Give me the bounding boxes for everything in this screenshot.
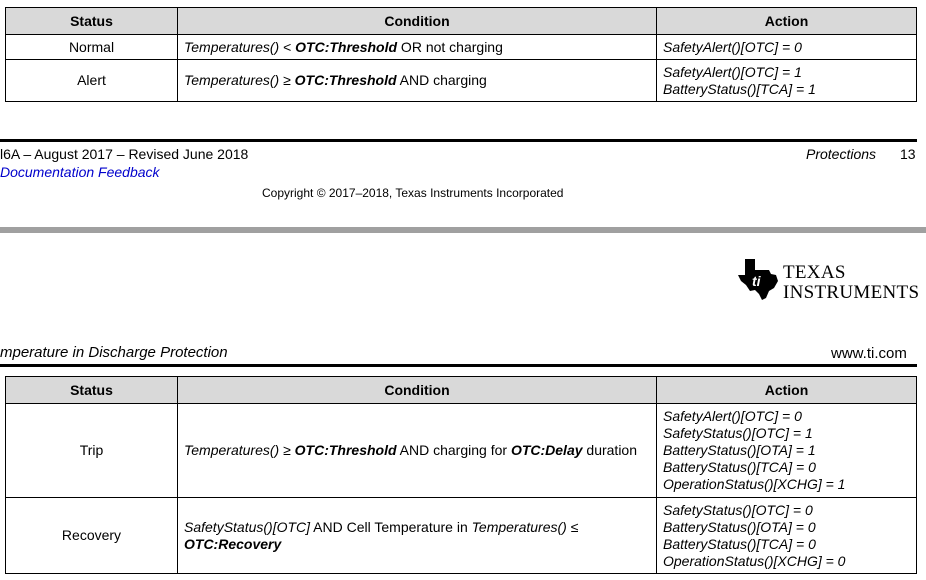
action-line: BatteryStatus()[TCA] = 1 — [663, 80, 816, 97]
status-cell: Recovery — [6, 498, 178, 574]
action-line: BatteryStatus()[OTA] = 0 — [663, 518, 816, 535]
action-line: SafetyAlert()[OTC] = 1 — [663, 63, 802, 80]
condition-segment: SafetyStatus()[OTC] — [184, 518, 311, 535]
condition-cell — [178, 35, 657, 60]
action-line: SafetyAlert()[OTC] = 0 — [663, 408, 802, 424]
documentation-feedback-link[interactable]: Documentation Feedback — [0, 164, 160, 180]
condition-segment: ≥ — [279, 442, 295, 458]
header-action: Action — [657, 8, 917, 35]
condition-segment: ≥ — [279, 72, 295, 88]
header-status: Status — [6, 8, 178, 35]
header-condition: Condition — [178, 8, 657, 35]
condition-segment: Temperatures() — [184, 442, 280, 458]
action-cell — [657, 35, 917, 60]
condition-segment: OTC:Delay — [510, 442, 583, 458]
condition-segment: OTC:Threshold — [294, 72, 397, 88]
header-status: Status — [6, 377, 178, 404]
header-rule — [0, 364, 917, 367]
action-line: SafetyAlert()[OTC] = 0 — [663, 38, 802, 55]
top-table — [5, 7, 917, 102]
action-cell — [657, 60, 917, 102]
status-cell: Normal — [6, 35, 178, 60]
action-cell — [657, 404, 917, 498]
condition-segment: OTC:Recovery — [184, 535, 282, 552]
condition-segment: duration — [582, 442, 637, 458]
action-line: SafetyStatus()[OTC] = 0 — [663, 501, 813, 518]
condition-segment: OR not charging — [397, 38, 503, 55]
action-line: BatteryStatus()[TCA] = 0 — [663, 459, 816, 475]
logo-line2: INSTRUMENTS — [783, 282, 920, 303]
condition-segment: < — [279, 38, 296, 55]
table-header-row — [6, 377, 917, 404]
condition-segment: Temperatures() — [184, 72, 280, 88]
footer-section-name: Protections — [806, 146, 877, 162]
condition-cell — [178, 404, 657, 498]
status-cell: Alert — [6, 60, 178, 102]
doc-revision: l6A – August 2017 – Revised June 2018 — [0, 146, 249, 162]
table-header-row — [6, 8, 917, 35]
bottom-table — [5, 376, 917, 574]
header-action: Action — [657, 377, 917, 404]
table-row — [6, 404, 917, 498]
status-cell: Trip — [6, 404, 178, 498]
ti-logo — [736, 257, 920, 303]
condition-segment: Temperatures() — [184, 38, 280, 55]
condition-segment: Temperatures() — [471, 518, 567, 535]
footer-rule — [0, 139, 917, 142]
condition-segment: AND charging for — [396, 442, 511, 458]
svg-text:ti: ti — [752, 273, 761, 289]
texas-state-icon — [736, 257, 780, 301]
condition-segment: OTC:Threshold — [295, 38, 398, 55]
action-line: BatteryStatus()[OTA] = 1 — [663, 442, 816, 458]
condition-segment: AND charging — [396, 72, 487, 88]
header-condition: Condition — [178, 377, 657, 404]
condition-segment: AND Cell Temperature in — [310, 518, 472, 535]
action-line: BatteryStatus()[TCA] = 0 — [663, 535, 816, 552]
table-row — [6, 35, 917, 60]
action-line: OperationStatus()[XCHG] = 1 — [663, 476, 846, 492]
action-line: OperationStatus()[XCHG] = 0 — [663, 552, 846, 569]
table-row — [6, 60, 917, 102]
logo-line1: TEXAS — [783, 262, 846, 283]
page-number: 13 — [900, 146, 916, 162]
condition-cell — [178, 60, 657, 102]
section-title: mperature in Discharge Protection — [0, 344, 228, 361]
page-separator — [0, 227, 926, 233]
action-line: SafetyStatus()[OTC] = 1 — [663, 425, 813, 441]
table-row — [6, 498, 917, 574]
condition-cell — [178, 498, 657, 574]
condition-segment: ≤ — [566, 518, 579, 535]
website-url: www.ti.com — [831, 345, 907, 362]
action-cell — [657, 498, 917, 574]
condition-segment: OTC:Threshold — [294, 442, 397, 458]
copyright-notice: Copyright © 2017–2018, Texas Instruments Incorporated — [262, 186, 564, 200]
